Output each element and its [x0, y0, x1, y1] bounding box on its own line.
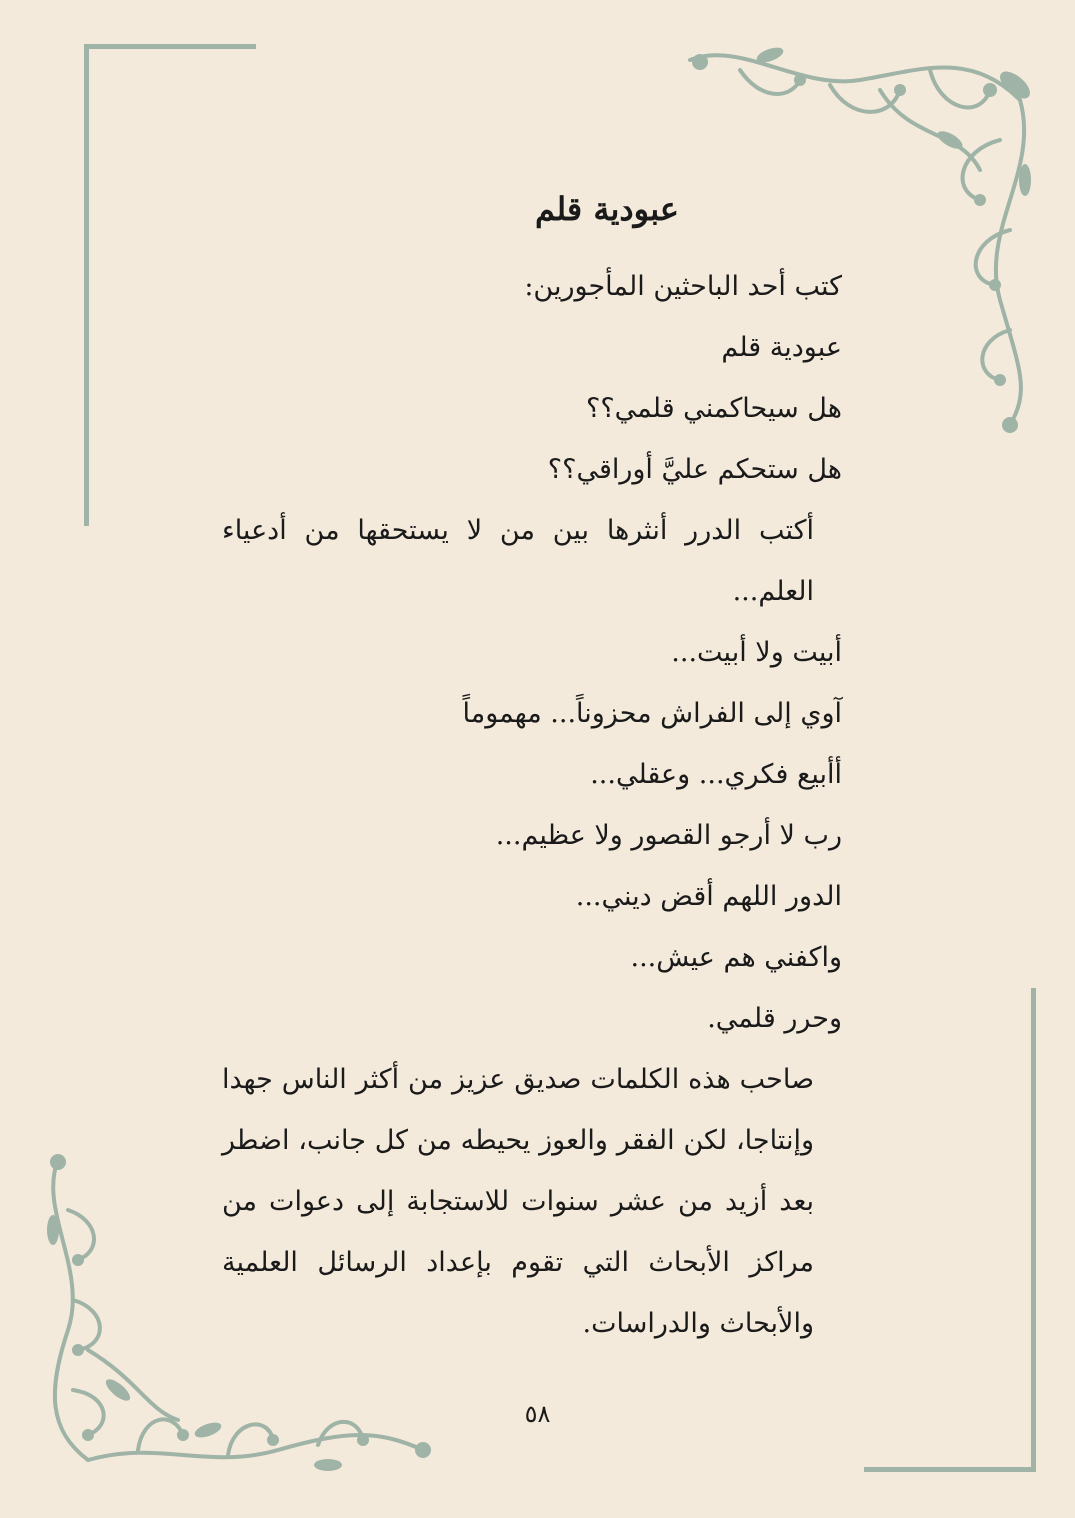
page-number: ٥٨: [524, 1400, 551, 1428]
frame-top-left-horizontal: [84, 44, 256, 49]
page-title: عبودية قلم: [535, 190, 679, 228]
poem-line: رب لا أرجو القصور ولا عظيم...: [495, 820, 842, 851]
poem-line: أبيت ولا أبيت...: [671, 637, 842, 668]
text-line: عبودية قلم: [721, 332, 842, 363]
poem-line: آوي إلى الفراش محزوناً... مهموماً: [462, 698, 842, 729]
text-line: هل سيحاكمني قلمي؟؟: [585, 393, 842, 424]
poem-line: واكفني هم عيش...: [630, 942, 842, 973]
frame-bottom-right-horizontal: [864, 1467, 1036, 1472]
text-line: هل ستحكم عليَّ أوراقي؟؟: [547, 454, 842, 485]
poem-line: أأبيع فكري... وعقلي...: [590, 759, 842, 790]
text-line: كتب أحد الباحثين المأجورين:: [524, 271, 842, 302]
poem-line: الدور اللهم أقض ديني...: [575, 881, 842, 912]
frame-top-left-vertical: [84, 44, 89, 526]
page-content: [222, 190, 842, 1354]
poem-line: وحرر قلمي.: [707, 1003, 842, 1034]
paragraph-commentary: صاحب هذه الكلمات صديق عزيز من أكثر الناس جهدا وإنتاجا، لكن الفقر والعوز يحيطه من كل جانب، اضطر بعد أزيد من عشر سنوات للاستجابة إلى دعوات من مراكز الأبحاث التي تقوم بإعداد الرسائل العلمية والأبحاث والدراسات.: [222, 1064, 814, 1339]
paragraph-intro: أكتب الدرر أنثرها بين من لا يستحقها من أدعياء العلم...: [222, 515, 814, 607]
